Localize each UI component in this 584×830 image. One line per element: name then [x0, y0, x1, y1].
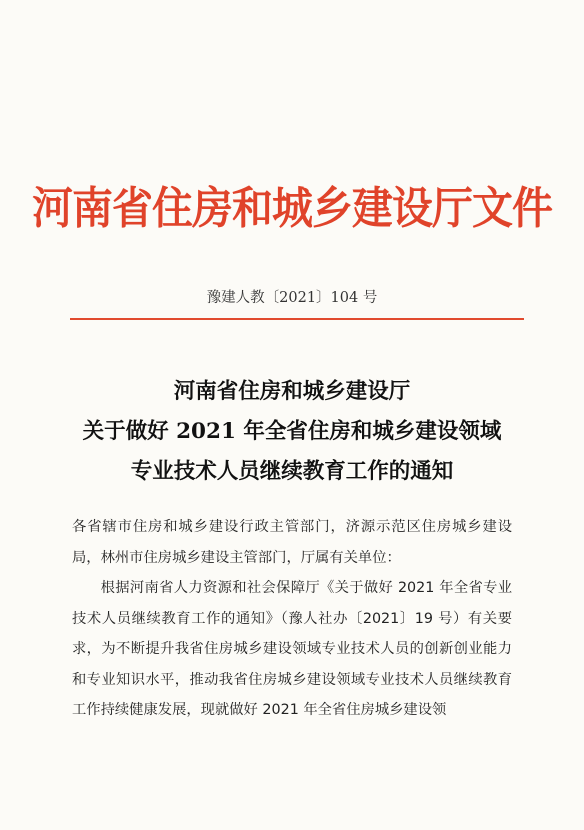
addressee-paragraph: 各省辖市住房和城乡建设行政主管部门，济源示范区住房城乡建设局，林州市住房城乡建设主管部门，厅属有关单位：: [72, 519, 512, 566]
title-line: 河南省住房和城乡建设厅: [173, 379, 411, 404]
title-line: 关于做好 2021 年全省住房和城乡建设领域: [82, 419, 502, 444]
document-masthead: 河南省住房和城乡建设厅文件: [32, 183, 552, 234]
notice-body: [72, 512, 512, 726]
notice-title: [0, 372, 584, 492]
title-line: 专业技术人员继续教育工作的通知: [130, 459, 454, 484]
red-divider-line: [70, 318, 524, 320]
body-paragraph: 根据河南省人力资源和社会保障厅《关于做好 2021 年全省专业技术人员继续教育工作的通知》（豫人社办〔2021〕19 号）有关要求，为不断提升我省住房城乡建设领域专业技术人员的创新创业能力和专业知识水平，推动我省住房城乡建设领域专业技术人员继续教育工作持续健康发展，现就做好 2021 年全省住房城乡建设领: [72, 580, 512, 718]
document-number: 豫建人教〔2021〕104 号: [206, 290, 378, 306]
